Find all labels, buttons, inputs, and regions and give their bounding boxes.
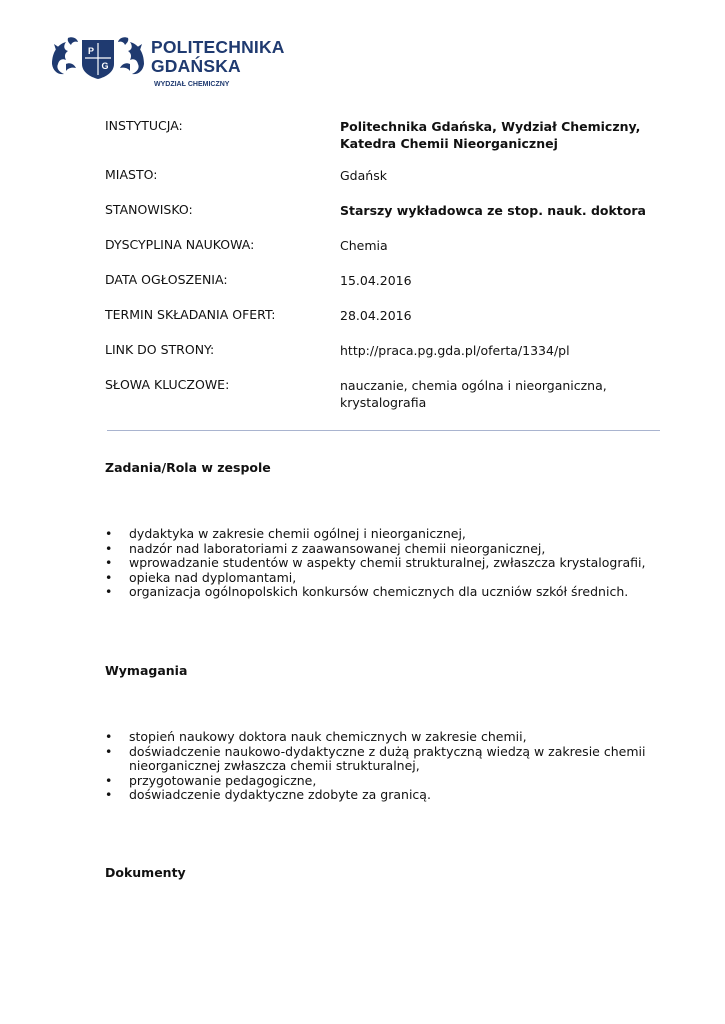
shield-letter-g: G (101, 61, 109, 71)
list-item-text: doświadczenie naukowo-dydaktyczne z dużą praktyczną wiedzą w zakresie chemii nieorganicznej zwłaszcza chemii strukturalnej, (129, 743, 646, 773)
bullet-icon: • (105, 743, 113, 759)
bullet-icon: • (105, 584, 113, 599)
bullet-icon: • (105, 540, 113, 556)
detail-value: Starszy wykładowca ze stop. nauk. doktora (340, 203, 646, 218)
bullet-icon: • (105, 729, 113, 744)
detail-label: DYSCYPLINA NAUKOWA: (105, 237, 255, 252)
detail-value: 28.04.2016 (340, 308, 412, 323)
offer-link[interactable]: http://praca.pg.gda.pl/oferta/1334/pl (340, 343, 570, 358)
list-item (105, 788, 665, 803)
detail-value: Chemia (340, 238, 388, 253)
list-item (105, 774, 665, 789)
detail-label: INSTYTUCJA: (105, 118, 183, 133)
university-name-line2: GDAŃSKA (151, 56, 241, 76)
requirements-heading: Wymagania (105, 663, 188, 678)
documents-heading: Dokumenty (105, 865, 186, 880)
university-name (151, 38, 285, 76)
shield-letter-p: P (87, 46, 95, 56)
griffin-crest-icon (50, 34, 146, 80)
faculty-name: WYDZIAŁ CHEMICZNY (154, 81, 230, 88)
detail-value (340, 377, 665, 411)
detail-label: LINK DO STRONY: (105, 342, 215, 357)
list-item-text: doświadczenie dydaktyczne zdobyte za granicą. (129, 787, 431, 802)
requirements-list (105, 730, 665, 803)
list-item (105, 585, 665, 600)
list-item-text: dydaktyka w zakresie chemii ogólnej i nieorganicznej, (129, 526, 466, 541)
tasks-heading: Zadania/Rola w zespole (105, 460, 271, 475)
bullet-icon: • (105, 569, 113, 585)
detail-label: DATA OGŁOSZENIA: (105, 272, 228, 287)
list-item-text: przygotowanie pedagogiczne, (129, 772, 317, 788)
detail-value-line2: Katedra Chemii Nieorganicznej (340, 136, 558, 151)
detail-value: Gdańsk (340, 168, 387, 183)
detail-value-line1: Politechnika Gdańska, Wydział Chemiczny, (340, 119, 641, 134)
section-divider (107, 430, 660, 431)
university-logo (50, 34, 295, 92)
list-item (105, 527, 665, 542)
list-item-text: nadzór nad laboratoriami z zaawansowanej chemii nieorganicznej, (129, 540, 546, 556)
detail-label: TERMIN SKŁADANIA OFERT: (105, 307, 276, 322)
bullet-icon: • (105, 555, 113, 570)
list-item (105, 730, 665, 745)
list-item-text: opieka nad dyplomantami, (129, 569, 297, 585)
list-item-text: organizacja ogólnopolskich konkursów chemicznych dla uczniów szkół średnich. (129, 584, 629, 599)
bullet-icon: • (105, 772, 113, 788)
bullet-icon: • (105, 526, 113, 541)
bullet-icon: • (105, 787, 113, 802)
list-item (105, 542, 665, 557)
detail-label: SŁOWA KLUCZOWE: (105, 377, 230, 392)
list-item-text: stopień naukowy doktora nauk chemicznych w zakresie chemii, (129, 729, 527, 744)
list-item-text: wprowadzanie studentów w aspekty chemii strukturalnej, zwłaszcza krystalografii, (129, 555, 646, 570)
detail-value-line2: krystalografia (340, 395, 427, 410)
detail-value (340, 118, 665, 152)
list-item (105, 556, 665, 571)
detail-label: MIASTO: (105, 167, 158, 182)
detail-label: STANOWISKO: (105, 202, 193, 217)
university-name-line1: POLITECHNIKA (151, 37, 285, 57)
list-item (105, 745, 665, 774)
tasks-list (105, 527, 665, 600)
detail-value: 15.04.2016 (340, 273, 412, 288)
detail-value-line1: nauczanie, chemia ogólna i nieorganiczna, (340, 378, 607, 393)
list-item (105, 571, 665, 586)
